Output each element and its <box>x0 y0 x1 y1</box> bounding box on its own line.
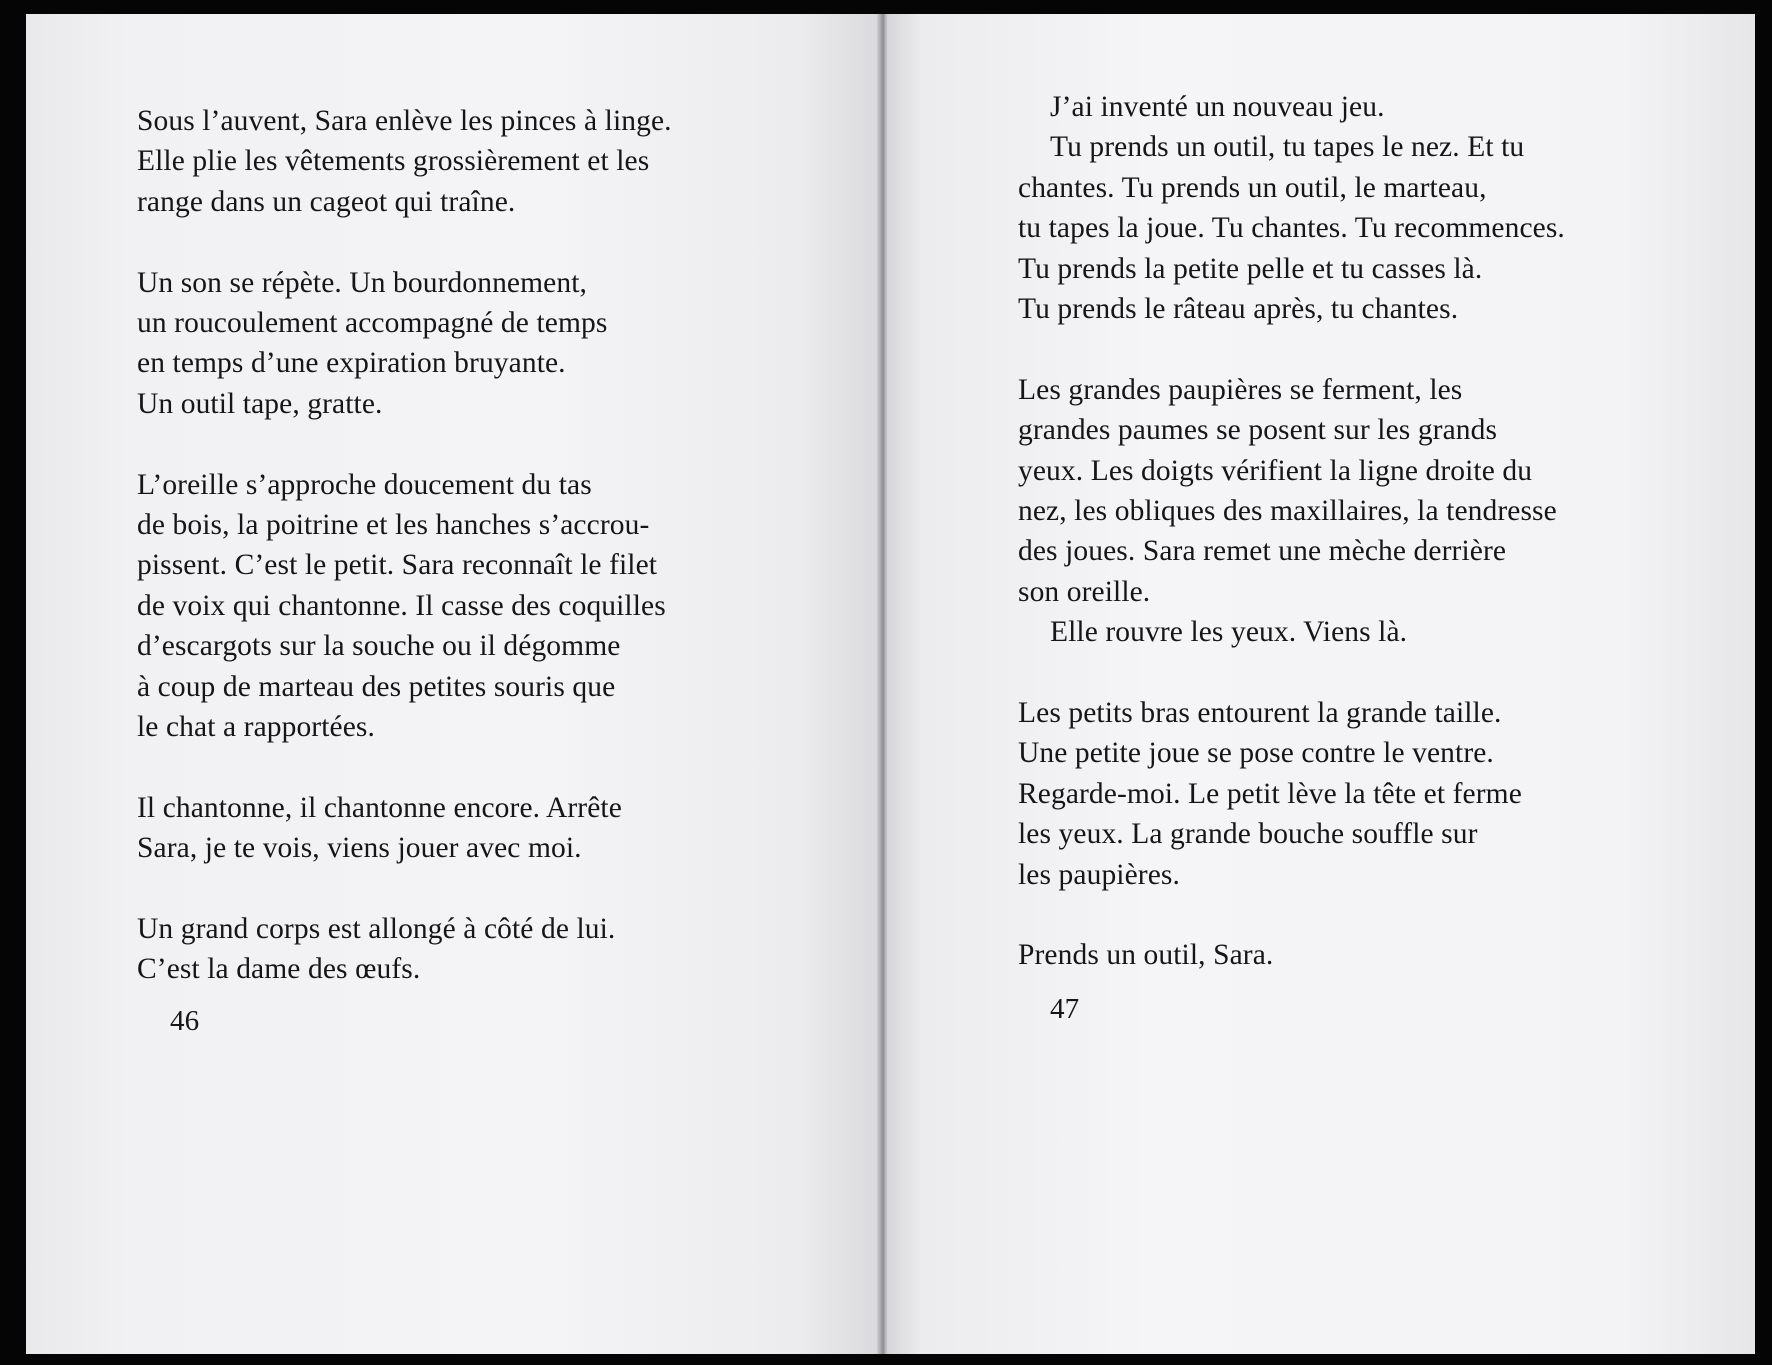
text-line: pissent. C’est le petit. Sara reconnaît le filet <box>137 549 658 582</box>
paragraph <box>1018 935 1698 975</box>
text-line: tu tapes la joue. Tu chantes. Tu recommences. <box>1018 212 1565 245</box>
text-line: Une petite joue se pose contre le ventre. <box>1018 737 1494 770</box>
text-line: Un outil tape, gratte. <box>137 387 383 420</box>
text-line: Les petits bras entourent la grande taille. <box>1018 697 1502 730</box>
text-line: d’escargots sur la souche ou il dégomme <box>137 630 621 663</box>
text-line: le chat a rapportées. <box>137 711 375 744</box>
left-page <box>26 14 883 1354</box>
text-line: nez, les obliques des maxillaires, la tendresse <box>1018 495 1557 528</box>
page-number: 46 <box>170 1005 200 1037</box>
text-line: les yeux. La grande bouche souffle sur <box>1018 818 1478 851</box>
text-line: Prends un outil, Sara. <box>1018 939 1274 972</box>
text-line: Tu prends un outil, tu tapes le nez. Et tu <box>1050 131 1525 164</box>
text-line: Tu prends le râteau après, tu chantes. <box>1018 293 1459 326</box>
text-line: J’ai inventé un nouveau jeu. <box>1050 91 1385 123</box>
text-line: Regarde-moi. Le petit lève la tête et ferme <box>1018 777 1522 810</box>
right-page-text <box>1018 87 1698 976</box>
text-line: Il chantonne, il chantonne encore. Arrête <box>137 791 622 824</box>
paragraph-gap <box>137 747 777 787</box>
text-line: à coup de marteau des petites souris que <box>137 670 616 703</box>
text-line: Tu prends la petite pelle et tu casses là. <box>1018 252 1483 285</box>
text-line: Elle rouvre les yeux. Viens là. <box>1050 616 1408 649</box>
paragraph-gap <box>137 869 777 909</box>
text-line: Les grandes paupières se ferment, les <box>1018 373 1463 406</box>
right-page <box>887 14 1755 1354</box>
text-line: Sara, je te vois, viens jouer avec moi. <box>137 832 582 865</box>
text-line: de voix qui chantonne. Il casse des coquilles <box>137 589 666 622</box>
paragraph-gap <box>1018 329 1698 369</box>
paragraph <box>137 263 777 425</box>
text-line: C’est la dame des œufs. <box>137 953 421 986</box>
text-line: des joues. Sara remet une mèche derrière <box>1018 535 1507 568</box>
text-line: Sous l’auvent, Sara enlève les pinces à linge. <box>137 105 672 137</box>
paragraph-gap <box>137 222 777 262</box>
text-line: chantes. Tu prends un outil, le marteau, <box>1018 171 1487 204</box>
text-line: en temps d’une expiration bruyante. <box>137 347 566 380</box>
paragraph <box>1018 693 1698 895</box>
page-number: 47 <box>1050 993 1080 1025</box>
text-line: les paupières. <box>1018 858 1180 891</box>
paragraph <box>1018 370 1698 612</box>
text-line: son oreille. <box>1018 575 1151 608</box>
text-line: un roucoulement accompagné de temps <box>137 307 608 340</box>
paragraph-gap <box>1018 895 1698 935</box>
text-line: L’oreille s’approche doucement du tas <box>137 468 592 501</box>
paragraph-gap <box>137 424 777 464</box>
paragraph <box>137 788 777 869</box>
text-line: yeux. Les doigts vérifient la ligne droite du <box>1018 454 1533 487</box>
paragraph <box>137 909 777 990</box>
paragraph <box>1018 127 1698 329</box>
text-line: grandes paumes se posent sur les grands <box>1018 414 1498 447</box>
paragraph <box>1018 612 1698 652</box>
text-line: Elle plie les vêtements grossièrement et les <box>137 145 650 178</box>
text-line: Un son se répète. Un bourdonnement, <box>137 266 587 299</box>
paragraph-gap <box>1018 653 1698 693</box>
text-line: Un grand corps est allongé à côté de lui. <box>137 913 616 946</box>
text-line: de bois, la poitrine et les hanches s’accrou- <box>137 509 650 542</box>
paragraph <box>1018 87 1698 127</box>
left-page-text <box>137 101 777 990</box>
text-line: range dans un cageot qui traîne. <box>137 185 516 218</box>
paragraph <box>137 101 777 222</box>
paragraph <box>137 465 777 748</box>
